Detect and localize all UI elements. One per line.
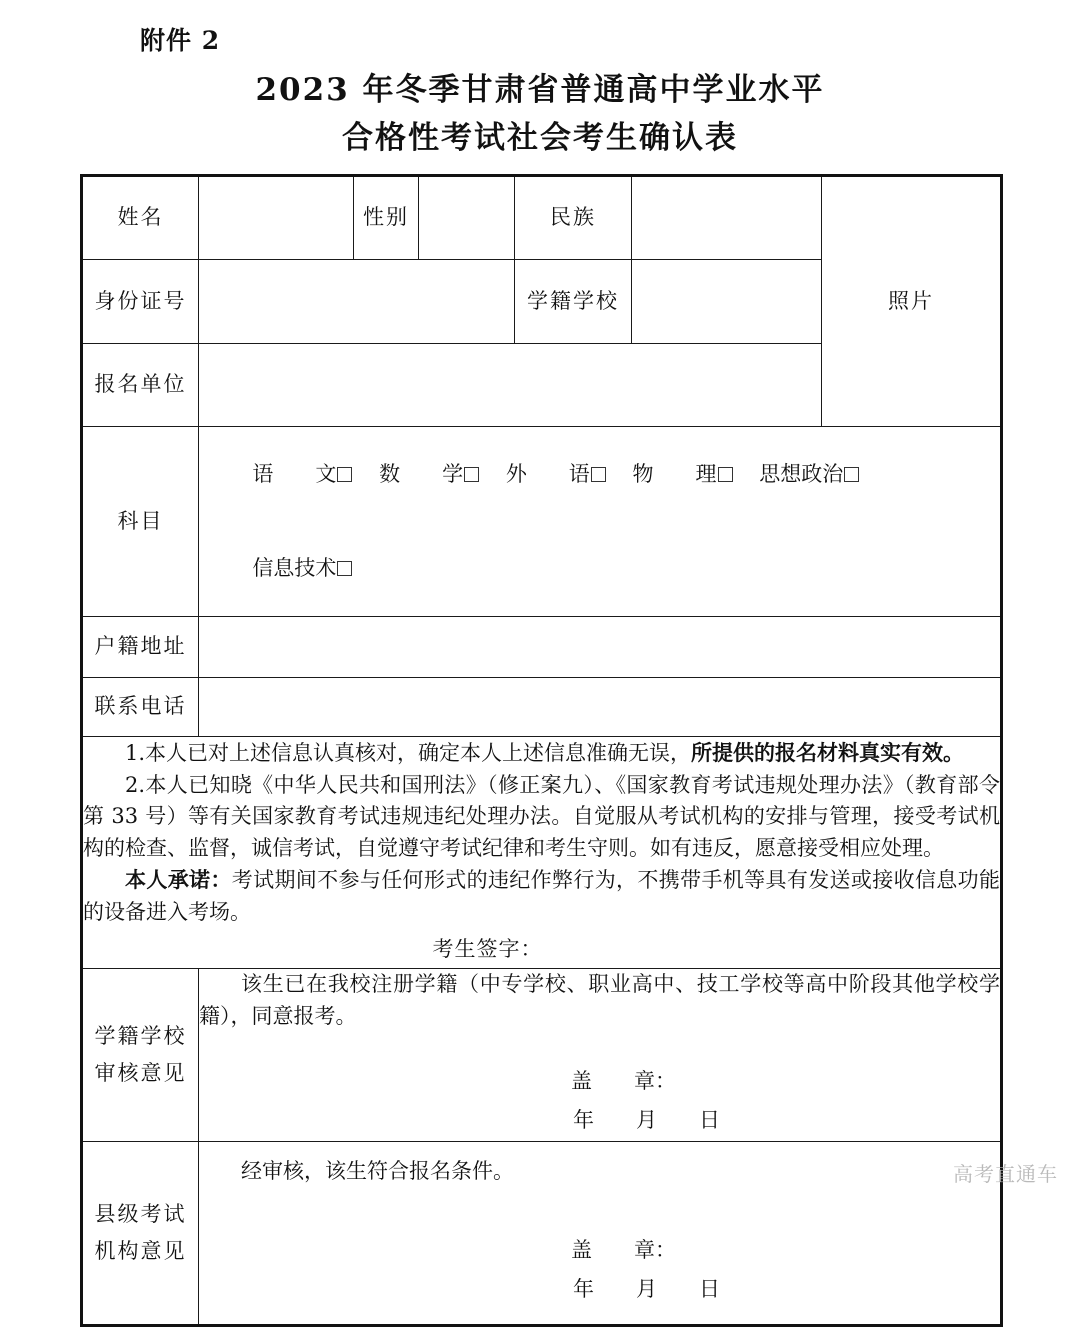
field-school-of-record[interactable] [632, 260, 822, 344]
candidate-confirmation-form [80, 174, 1003, 1327]
declaration-item-3 [83, 864, 1000, 928]
label-name: 姓名 [82, 176, 199, 260]
school-review-date-label[interactable]: 年 月 日 [573, 1108, 720, 1132]
declaration-item-2: 2.本人已知晓《中华人民共和国刑法》（修正案九）、《国家教育考试违规处理办法》（教育部令第 33 号）等有关国家教育考试违规违纪处理办法。自觉服从考试机构的安排与管理，接受考试机构的检查、监督，诚信考试，自觉遵守考试纪律和考生守则。如有违反，愿意接受相应处理。 [83, 772, 1000, 860]
school-review-content [199, 968, 1002, 1141]
subject-label-foreign-language: 外 语 [505, 461, 590, 486]
school-review-seal-block [199, 1062, 1000, 1140]
checkbox-icon-physics[interactable] [718, 467, 733, 482]
label-county-review [82, 1141, 199, 1325]
page-title [0, 68, 1080, 160]
field-household-address[interactable] [199, 617, 1002, 678]
school-review-text: 该生已在我校注册学籍（中专学校、职业高中、技工学校等高中阶段其他学校学籍），同意报考。 [199, 972, 1000, 1028]
county-review-seal-label[interactable]: 盖 章： [571, 1238, 676, 1263]
label-school-of-record: 学籍学校 [515, 260, 632, 344]
county-review-date-label[interactable]: 年 月 日 [573, 1277, 720, 1302]
table-row-identity [82, 176, 1002, 260]
page-title-line-2: 合格性考试社会考生确认表 [342, 120, 738, 156]
subject-option-information-technology[interactable] [252, 556, 352, 580]
field-id-number[interactable] [199, 260, 515, 344]
subject-label-politics: 思想政治 [759, 461, 844, 486]
subject-label-math: 数 学 [379, 461, 464, 486]
attachment-label: 附件 2 [140, 26, 221, 55]
checkbox-icon-foreign-language[interactable] [591, 467, 606, 482]
county-review-seal-block [199, 1231, 1000, 1309]
subject-line-2 [199, 522, 1000, 617]
table-row-household-address [82, 617, 1002, 678]
label-contact-phone: 联系电话 [82, 678, 199, 737]
label-gender: 性别 [354, 176, 419, 260]
table-row-school-review [82, 968, 1002, 1141]
label-ethnicity: 民族 [515, 176, 632, 260]
label-id-number: 身份证号 [82, 260, 199, 344]
label-school-review-line-2: 审核意见 [94, 1060, 187, 1085]
subject-option-physics[interactable] [633, 462, 733, 486]
subject-line-1 [199, 427, 1000, 522]
field-name[interactable] [199, 176, 354, 260]
watermark-text: 高考直通车 [953, 1162, 1058, 1186]
field-contact-phone[interactable] [199, 678, 1002, 737]
checkbox-icon-chinese[interactable] [337, 467, 352, 482]
subject-label-chinese: 语 文 [252, 461, 337, 486]
label-county-review-line-2: 机构意见 [94, 1238, 187, 1263]
checkbox-icon-information-technology[interactable] [337, 561, 352, 576]
table-row-county-review [82, 1141, 1002, 1325]
school-review-seal-label[interactable]: 盖 章： [571, 1069, 676, 1094]
candidate-signature-label[interactable]: 考生签字： [432, 937, 543, 961]
subject-label-physics: 物 理 [632, 461, 717, 486]
declaration-block [82, 737, 1002, 969]
field-ethnicity[interactable] [632, 176, 822, 260]
label-school-review [82, 968, 199, 1141]
county-review-content [199, 1141, 1002, 1325]
checkbox-icon-politics[interactable] [844, 467, 859, 482]
label-school-review-line-1: 学籍学校 [94, 1023, 187, 1048]
photo-placeholder[interactable]: 照片 [822, 176, 1002, 427]
declaration-item-1 [83, 737, 1000, 770]
declaration-item-1-normal: 1.本人已对上述信息认真核对，确定本人上述信息准确无误， [125, 741, 692, 765]
page-title-line-1: 2023 年冬季甘肃省普通高中学业水平 [255, 72, 825, 108]
subject-checkbox-group [199, 427, 1002, 617]
label-subjects: 科目 [82, 427, 199, 617]
label-registration-unit: 报名单位 [82, 344, 199, 427]
declaration-item-3-rest: 考试期间不参与任何形式的违纪作弊行为，不携带手机等具有发送或接收信息功能的设备进入考场。 [83, 868, 1000, 924]
declaration-item-3-bold: 本人承诺： [125, 867, 232, 892]
subject-option-math[interactable] [379, 462, 479, 486]
table-row-subjects [82, 427, 1002, 617]
label-county-review-line-1: 县级考试 [94, 1201, 187, 1226]
table-row-contact-phone [82, 678, 1002, 737]
subject-option-foreign-language[interactable] [506, 462, 606, 486]
subject-label-information-technology: 信息技术 [252, 556, 337, 580]
field-gender[interactable] [419, 176, 515, 260]
declaration-item-1-bold: 所提供的报名材料真实有效。 [691, 740, 965, 765]
label-household-address: 户籍地址 [82, 617, 199, 678]
subject-option-chinese[interactable] [252, 462, 352, 486]
field-registration-unit[interactable] [199, 344, 822, 427]
county-review-text: 经审核，该生符合报名条件。 [241, 1158, 514, 1183]
subject-option-politics[interactable] [759, 462, 859, 486]
checkbox-icon-math[interactable] [464, 467, 479, 482]
table-row-declaration [82, 737, 1002, 969]
